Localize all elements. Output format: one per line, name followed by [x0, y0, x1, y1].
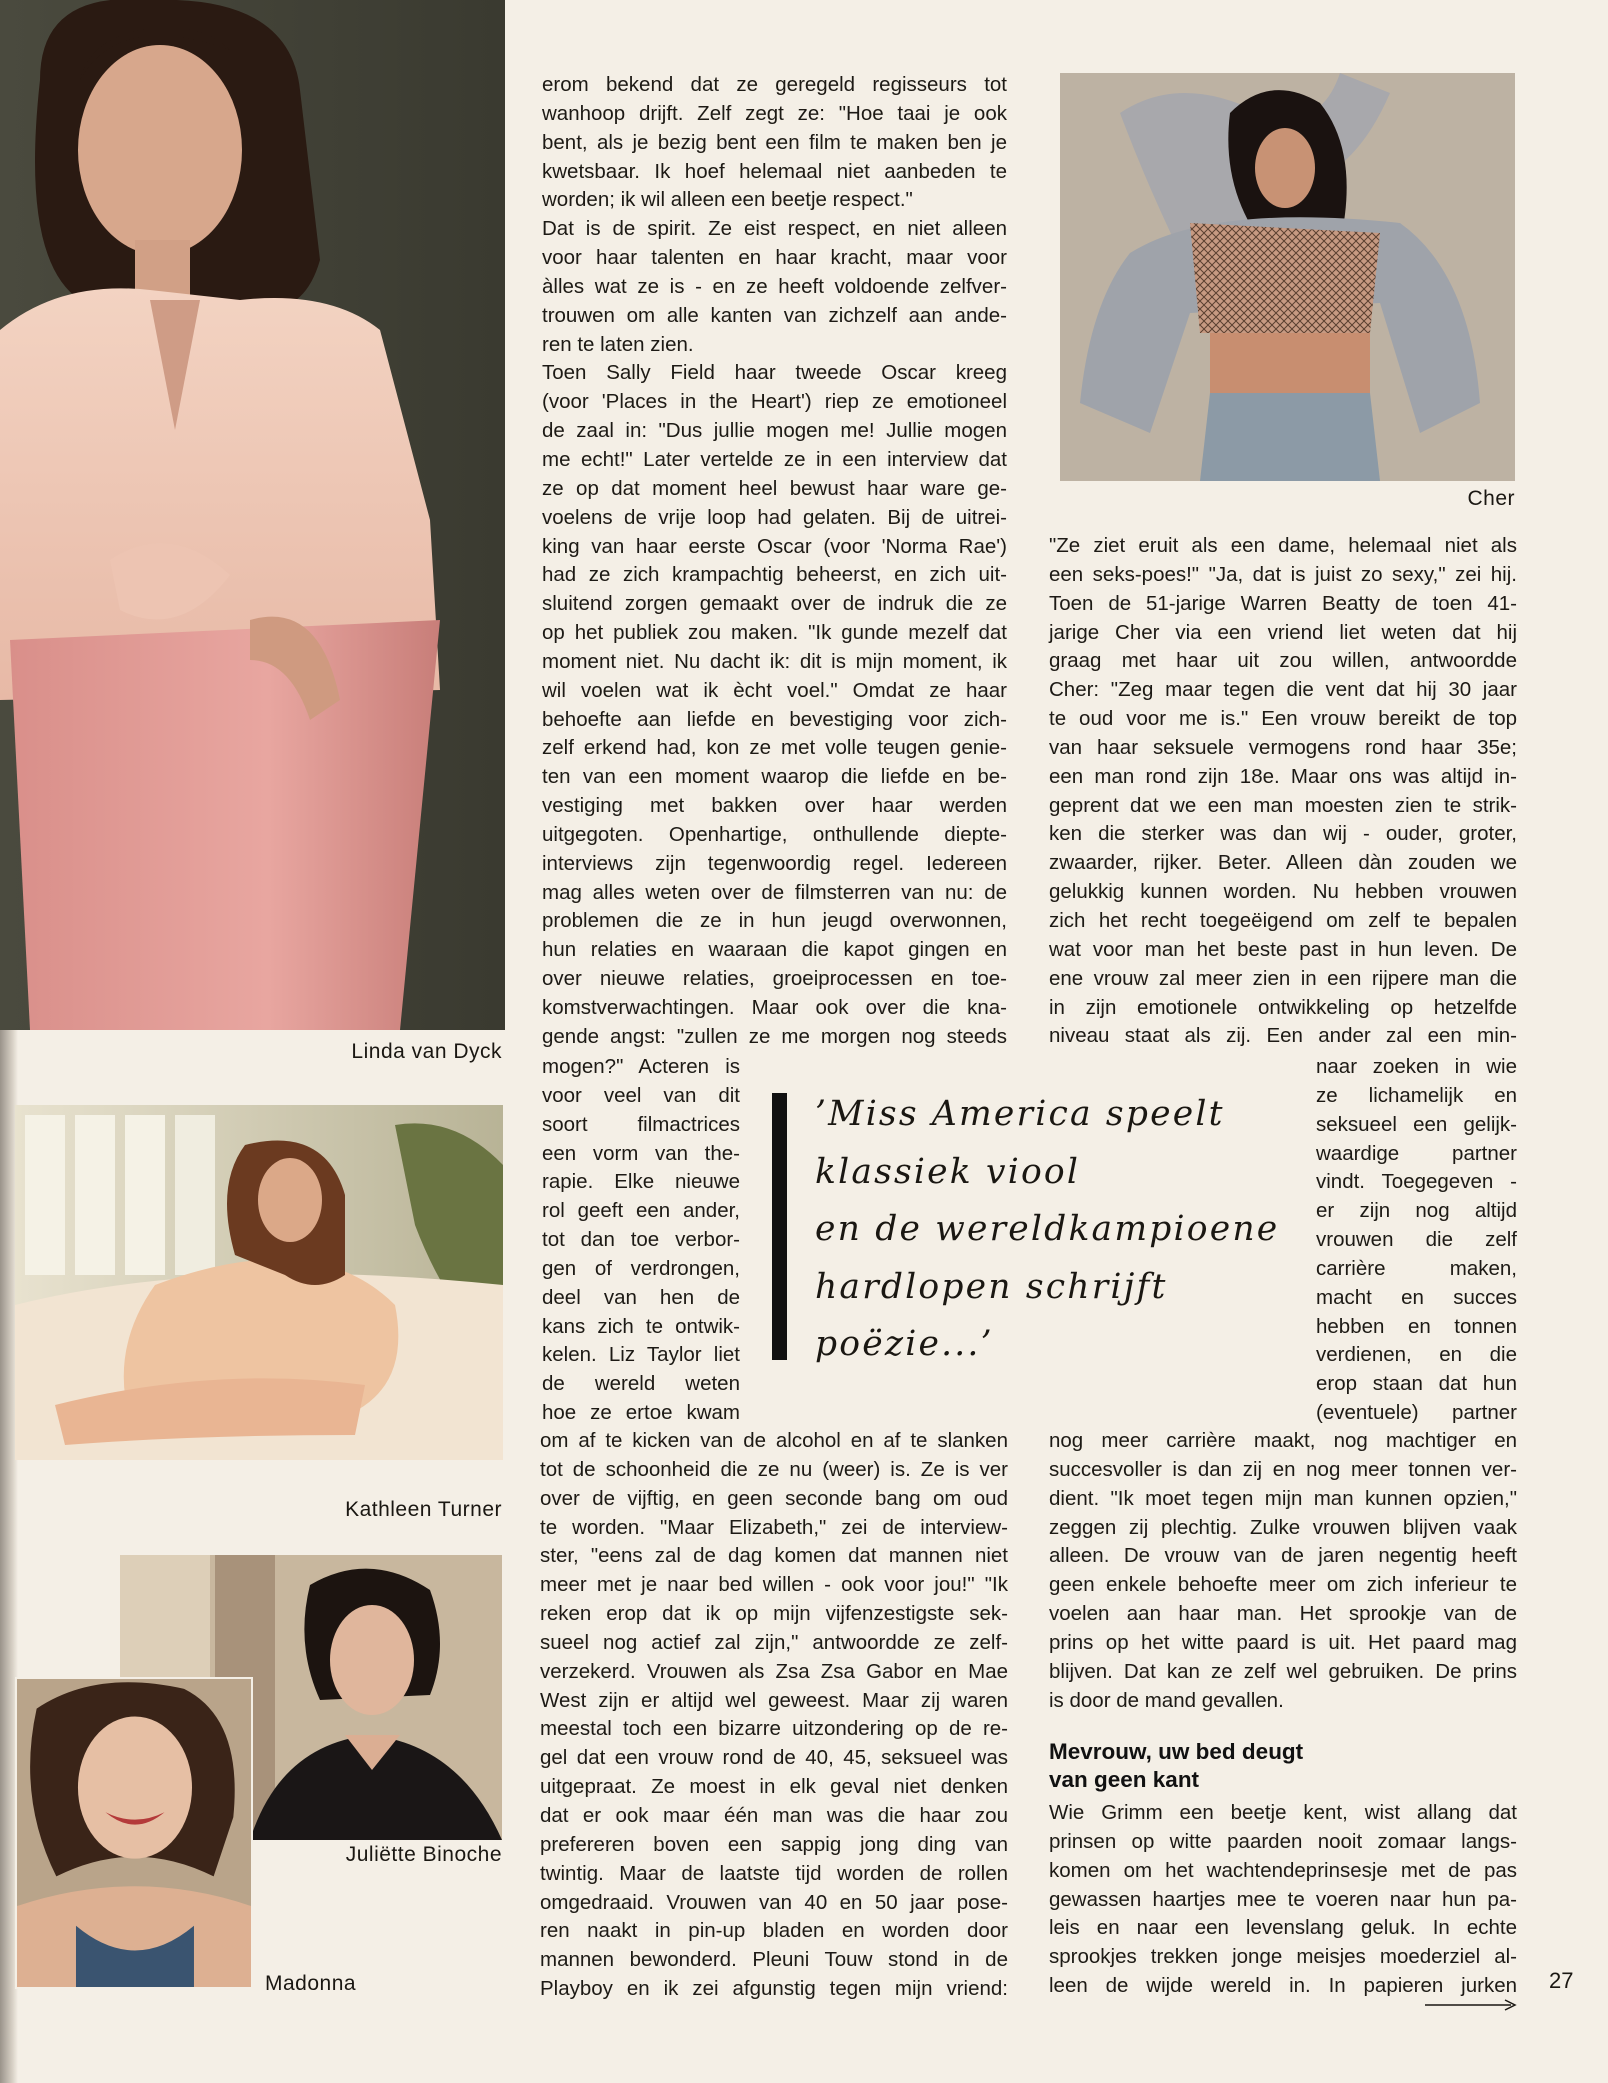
text-line: omgedraaid. Vrouwen van 40 en 50 jaar pose- [540, 1890, 1008, 1914]
text-line: is door de mand gevallen. [1049, 1688, 1284, 1712]
text-line: om af te kicken van de alcohol en af te slanken [540, 1429, 1008, 1452]
text-line: hoe ze ertoe kwam [542, 1401, 740, 1425]
text-line: erop staan dat hun [1316, 1372, 1517, 1396]
text-line: over de vijftig, en geen seconde bang om oud [540, 1486, 1008, 1510]
text-line: prefereren boven een sappig jong ding van [540, 1832, 1008, 1856]
text-line: Playboy en ik zei afgunstig tegen mijn vriend: [540, 1977, 1008, 2001]
article-column-2-narrow [1316, 1053, 1517, 1428]
caption-juliette-binoche: Juliëtte Binoche [345, 1843, 502, 1866]
pull-quote-line: ’Miss America speelt [815, 1094, 1225, 1134]
text-line: Dat is de spirit. Ze eist respect, en niet alleen [542, 217, 1007, 241]
text-line: gel dat een vrouw rond de 40, 45, seksueel was [540, 1746, 1008, 1770]
text-line: gen of verdrongen, [542, 1256, 740, 1280]
text-line: een man rond zijn 18e. Maar ons was altijd in- [1049, 764, 1517, 788]
text-line: voor veel van dit [542, 1083, 740, 1107]
text-line: rapie. Elke nieuwe [542, 1170, 740, 1194]
text-line: ene vrouw zal meer zien in een rijpere man die [1049, 966, 1517, 990]
article-column-1-narrow [542, 1053, 740, 1428]
text-line: meestal toch een bizarre uitzondering op de re- [540, 1717, 1008, 1741]
text-line: komstverwachtingen. Maar ook over die kna- [542, 996, 1007, 1019]
photo-linda-van-dyck [0, 0, 505, 1030]
text-line: ren te laten zien. [542, 332, 694, 356]
text-line: soort filmactrices [542, 1112, 740, 1136]
text-line: trouwen om alle kanten van zichzelf aan ande- [542, 303, 1007, 327]
text-line: gende angst: "zullen ze me morgen nog steeds [542, 1024, 1007, 1048]
text-line: voelen aan haar man. Het sprookje van de [1049, 1602, 1517, 1626]
caption-kathleen-turner: Kathleen Turner [345, 1498, 502, 1521]
text-line: wat voor man het beste past in hun leven. De [1049, 937, 1517, 961]
text-line: zelf erkend had, kon ze met volle teugen genie- [542, 736, 1007, 760]
text-line: niveau staat als zij. Een ander zal een min- [1049, 1024, 1517, 1048]
photo-cher [1060, 73, 1515, 481]
text-line: gewassen haartjes mee te voeren naar hun pa- [1049, 1887, 1517, 1911]
text-line: prinsen op witte paarden nooit zomaar langs- [1049, 1829, 1517, 1853]
photo-kathleen-turner [15, 1105, 503, 1460]
text-line: ken die sterker was dan wij - ouder, groter, [1049, 822, 1517, 846]
continue-arrow-icon [1425, 1998, 1517, 2012]
subheading-line: van geen kant [1049, 1767, 1200, 1792]
text-line: (voor 'Places in the Heart') riep ze emotioneel [542, 390, 1007, 414]
subheading-line: Mevrouw, uw bed deugt [1049, 1739, 1304, 1764]
text-line: blijven. Dat kan ze zelf wel gebruiken. De prins [1049, 1659, 1517, 1683]
text-line: kelen. Liz Taylor liet [542, 1343, 740, 1367]
text-line: geen enkele behoefte meer om zich inferieur te [1049, 1573, 1517, 1597]
text-line: nog meer carrière maakt, nog machtiger en [1049, 1429, 1517, 1452]
text-line: een seks-poes!" "Ja, dat is juist zo sexy," zei hij. [1049, 562, 1517, 586]
text-line: geprent dat we een man moesten zien te strik- [1049, 793, 1517, 817]
text-line: "Ze ziet eruit als een dame, helemaal niet als [1049, 534, 1517, 557]
pull-quote-line: poëzie...’ [815, 1324, 994, 1364]
text-line: kans zich te ontwik- [542, 1314, 740, 1338]
text-line: Wie Grimm een beetje kent, wist allang dat [1049, 1801, 1517, 1824]
text-line: Toen Sally Field haar tweede Oscar kreeg [542, 361, 1007, 385]
article-column-1-bottom [540, 1427, 1008, 2004]
text-line: verzekerd. Vrouwen als Zsa Zsa Gabor en Mae [540, 1659, 1008, 1683]
text-line: had ze zich krampachtig beheerst, en zich uit- [542, 563, 1007, 587]
text-line: àlles wat ze is - en ze heeft voldoende zelfver- [542, 274, 1007, 298]
text-line: wil voelen wat ik ècht voel." Omdat ze haar [542, 678, 1007, 702]
text-line: de wereld weten [542, 1372, 740, 1396]
pull-quote [815, 1086, 1280, 1374]
text-line: voor haar talenten en haar kracht, maar voor [542, 246, 1007, 270]
text-line: de zaal in: "Dus jullie mogen me! Jullie mogen [542, 419, 1007, 443]
text-line: een vorm van the- [542, 1141, 740, 1165]
text-line: in zijn emotionele ontwikkeling op hetzelfde [1049, 995, 1517, 1019]
caption-linda-van-dyck: Linda van Dyck [351, 1040, 502, 1063]
text-line: op het publiek zou maken. "Ik gunde mezelf dat [542, 621, 1007, 645]
text-line: komen om het wachtendeprinsesje met de pas [1049, 1858, 1517, 1882]
text-line: problemen die ze in hun jeugd overwonnen, [542, 909, 1007, 933]
photo-madonna [15, 1677, 253, 1989]
text-line: uitgepraat. Ze moest in elk geval niet denken [540, 1775, 1008, 1799]
text-line: sluitend zorgen gemaakt over de indruk die ze [542, 592, 1007, 616]
text-line: leen de wijde wereld in. In papieren jurken [1049, 1974, 1517, 1998]
caption-madonna: Madonna [265, 1972, 357, 1995]
text-line: zich het recht toegeëigend om zelf te bepalen [1049, 908, 1517, 932]
text-line: worden; ik wil alleen een beetje respect." [542, 188, 913, 212]
text-line: leis en naar een levenslang geluk. In echte [1049, 1916, 1517, 1940]
text-line: ster, "eens zal de dag komen dat mannen niet [540, 1544, 1008, 1568]
text-line: tot dan toe verbor- [542, 1228, 740, 1252]
text-line: bent, als je bezig bent een film te maken ben je [542, 130, 1007, 154]
text-line: seksueel een gelijk- [1316, 1112, 1517, 1136]
text-line: voelens de vrije loop had gelaten. Bij de uitrei- [542, 505, 1007, 529]
text-line: sueel nog actief zal zijn," antwoordde ze zelf- [540, 1630, 1008, 1654]
pull-quote-line: en de wereldkampioene [815, 1209, 1280, 1249]
text-line: succesvoller is dan zij en nog meer tonnen ver- [1049, 1457, 1517, 1481]
section-subheading [1049, 1738, 1517, 1794]
text-line: me echt!" Later vertelde ze in een interview dat [542, 447, 1007, 471]
article-column-2-end [1049, 1799, 1517, 2001]
text-line: deel van hen de [542, 1285, 740, 1309]
text-line: zwaarder, rijker. Beter. Alleen dàn zouden we [1049, 851, 1517, 875]
text-line: mogen?" Acteren is [542, 1055, 740, 1078]
text-line: mannen bewonderd. Pleuni Touw stond in de [540, 1948, 1008, 1972]
text-line: naar zoeken in wie [1316, 1055, 1517, 1078]
text-line: kwetsbaar. Ik hoef helemaal niet aanbeden te [542, 159, 1007, 183]
pull-quote-line: hardlopen schrijft [815, 1266, 1168, 1307]
text-line: tot de schoonheid die ze nu (weer) is. Ze is ver [540, 1457, 1008, 1481]
text-line: uitgegoten. Openhartige, onthullende diepte- [542, 822, 1007, 846]
text-line: waardige partner [1316, 1141, 1517, 1165]
text-line: graag met haar uit zou willen, antwoordde [1049, 649, 1517, 673]
text-line: mag alles weten over de filmsterren van nu: de [542, 880, 1007, 904]
text-line: interviews zijn tegenwoordig regel. Iedereen [542, 851, 1007, 875]
text-line: king van haar eerste Oscar (voor 'Norma Rae') [542, 534, 1007, 558]
text-line: meer met je naar bed willen - ook voor jou!" "Ik [540, 1573, 1008, 1597]
text-line: van haar seksuele vermogens rond haar 35e; [1049, 735, 1517, 759]
text-line: behoefte aan liefde en bevestiging voor zich- [542, 707, 1007, 731]
text-line: over nieuwe relaties, groeiprocessen en toe- [542, 967, 1007, 991]
article-column-1-top [542, 71, 1007, 1052]
text-line: dat er ook maar één man was die haar zou [540, 1803, 1008, 1827]
text-line: alleen. De vrouw van de jaren negentig heeft [1049, 1544, 1517, 1568]
text-line: ze op dat moment heel bewust haar ware ge- [542, 476, 1007, 500]
text-line: macht en succes [1316, 1285, 1517, 1309]
text-line: vindt. Toegegeven - [1316, 1170, 1517, 1194]
text-line: prins op het witte paard is uit. Het paard mag [1049, 1630, 1517, 1654]
text-line: rol geeft een ander, [542, 1199, 740, 1223]
text-line: zeggen zij plechtig. Zulke vrouwen blijven vaak [1049, 1515, 1517, 1539]
text-line: wanhoop drijft. Zelf zegt ze: "Hoe taai je ook [542, 101, 1007, 125]
pull-quote-line: klassiek viool [815, 1151, 1081, 1192]
text-line: jarige Cher via een vriend liet weten dat hij [1049, 620, 1517, 644]
text-line: hun relaties en waaraan die kapot gingen en [542, 938, 1007, 962]
text-line: ze lichamelijk en [1316, 1083, 1517, 1107]
caption-cher: Cher [1467, 487, 1515, 510]
text-line: hebben en tonnen [1316, 1314, 1517, 1338]
text-line: te worden. "Maar Elizabeth," zei de interview- [540, 1515, 1008, 1539]
text-line: te oud voor me is." Een vrouw bereikt de top [1049, 707, 1517, 731]
article-column-2-top [1049, 532, 1517, 1051]
text-line: moment niet. Nu dacht ik: dit is mijn moment, ik [542, 649, 1007, 673]
text-line: vestiging met bakken over haar werden [542, 794, 1007, 818]
text-line: carrière maken, [1316, 1256, 1517, 1280]
text-line: ren naakt in pin-up bladen en worden door [540, 1919, 1008, 1943]
text-line: er zijn nog altijd [1316, 1199, 1517, 1223]
text-line: gelukkig kunnen worden. Nu hebben vrouwen [1049, 880, 1517, 904]
text-line: erom bekend dat ze geregeld regisseurs tot [542, 73, 1007, 96]
page-number: 27 [1549, 1968, 1574, 1993]
text-line: Cher: "Zeg maar tegen die vent dat hij 30 jaar [1049, 678, 1517, 702]
text-line: (eventuele) partner [1316, 1401, 1517, 1425]
article-column-2-bottom [1049, 1427, 1517, 1715]
text-line: Toen de 51-jarige Warren Beatty de toen 41- [1049, 591, 1517, 615]
pull-quote-bar [772, 1093, 787, 1360]
text-line: vrouwen die zelf [1316, 1228, 1517, 1252]
text-line: reken erop dat ik op mijn vijfenzestigste sek- [540, 1602, 1008, 1626]
text-line: sprookjes trekken jonge meisjes moederziel al- [1049, 1945, 1517, 1969]
text-line: twintig. Maar de laatste tijd worden de rollen [540, 1861, 1008, 1885]
text-line: verdienen, en die [1316, 1343, 1517, 1367]
text-line: ten van een moment waarop die liefde en be- [542, 765, 1007, 789]
text-line: dient. "Ik moet tegen mijn man kunnen opzien," [1049, 1486, 1517, 1510]
text-line: West zijn er altijd wel geweest. Maar zij waren [540, 1688, 1008, 1712]
